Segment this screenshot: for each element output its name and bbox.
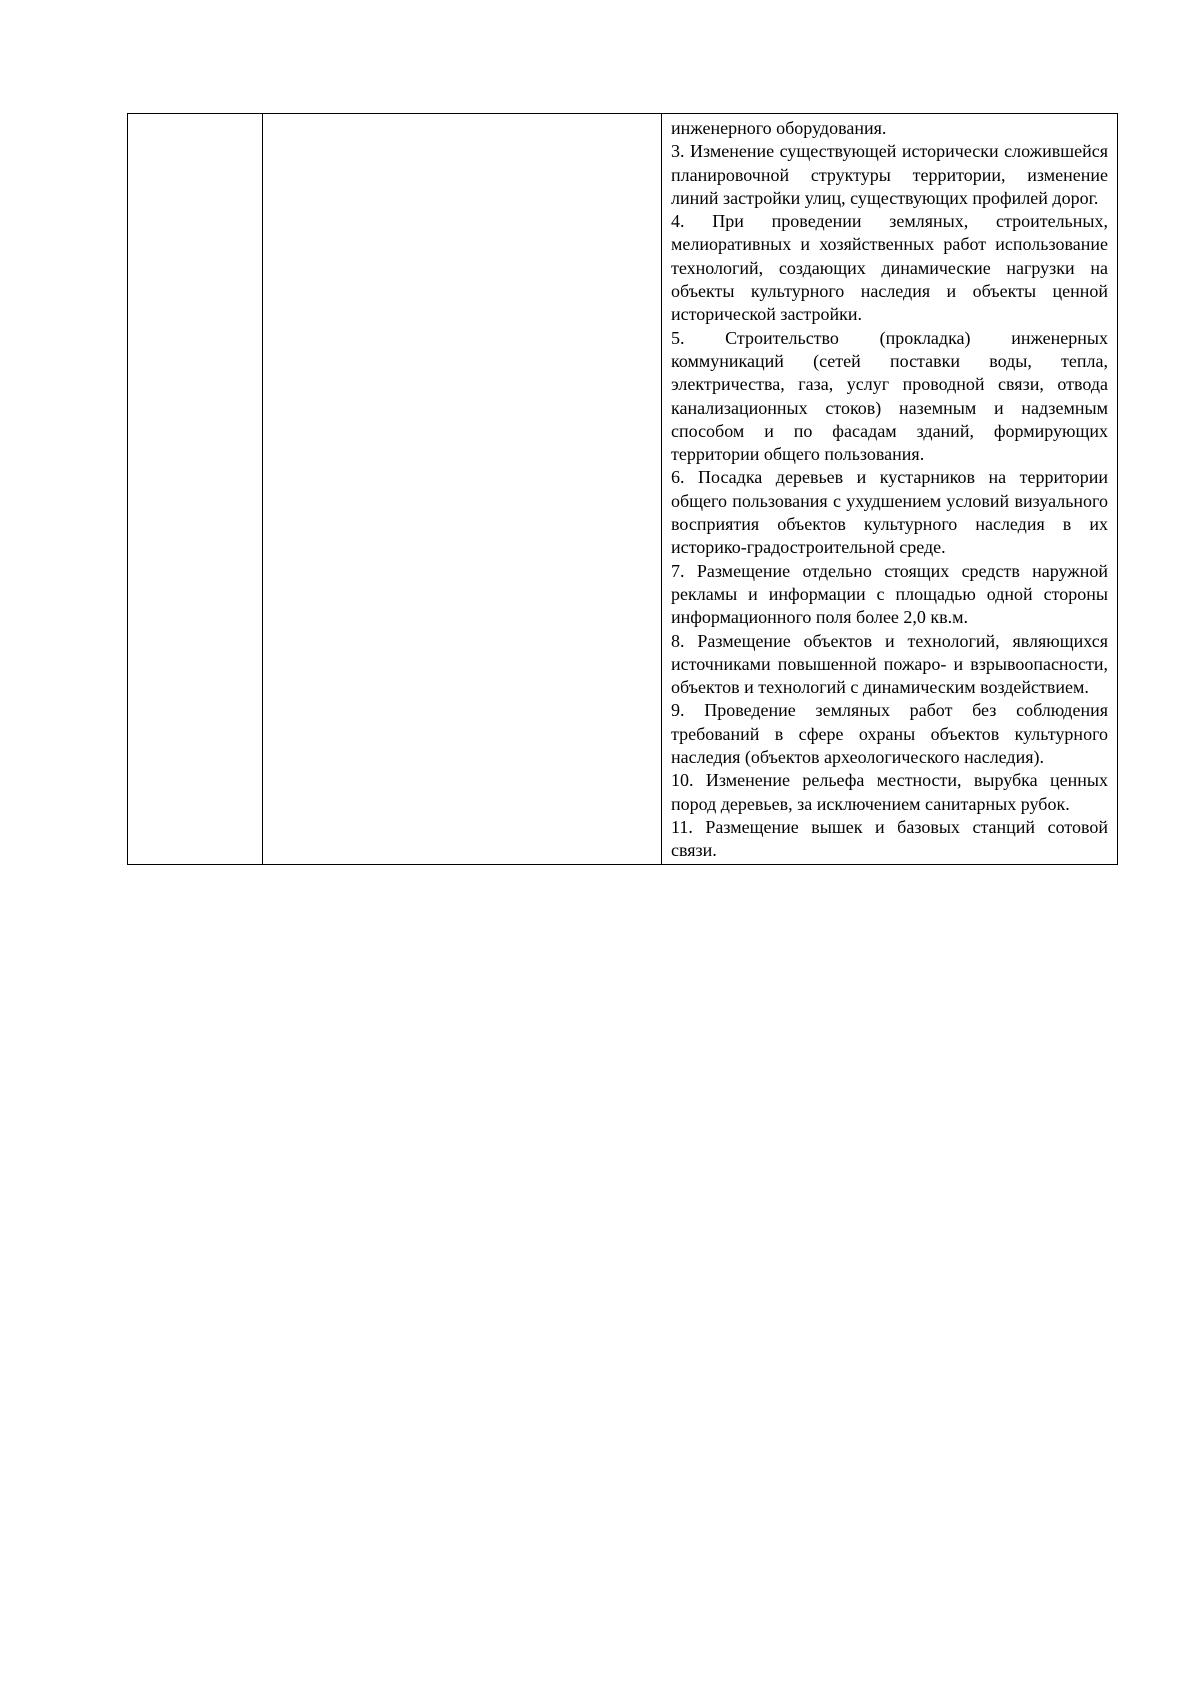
restriction-item: 5. Строительство (прокладка) инженерных коммуникаций (сетей поставки воды, тепла, электричества, газа, услуг проводной связи, отвода канализационных стоков) наземным и надземным способом и по фасадам зданий, формирующих территории общего пользования.	[671, 327, 1108, 465]
restriction-item: 6. Посадка деревьев и кустарников на территории общего пользования с ухудшением условий визуального восприятия объектов культурного наследия в их историко-градостроительной среде.	[671, 467, 1108, 558]
restriction-item: 10. Изменение рельефа местности, вырубка ценных пород деревьев, за исключением санитарных рубок.	[671, 770, 1108, 814]
restriction-item: 7. Размещение отдельно стоящих средств наружной рекламы и информации с площадью одной стороны информационного поля более 2,0 кв.м.	[671, 560, 1108, 628]
table-cell-zone	[128, 114, 263, 865]
table-cell-restrictions	[662, 114, 1118, 865]
table-cell-description	[263, 114, 662, 865]
table-row	[128, 114, 1118, 865]
restriction-item: 8. Размещение объектов и технологий, являющихся источниками повышенной пожаро- и взрывоопасности, объектов и технологий с динамическим воздействием.	[671, 630, 1108, 698]
restriction-item: 4. При проведении земляных, строительных, мелиоративных и хозяйственных работ использование технологий, создающих динамические нагрузки на объекты культурного наследия и объекты ценной исторической застройки.	[671, 211, 1108, 325]
restriction-item: 9. Проведение земляных работ без соблюдения требований в сфере охраны объектов культурного наследия (объектов археологического наследия).	[671, 700, 1108, 768]
restriction-item: 11. Размещение вышек и базовых станций сотовой связи.	[671, 816, 1108, 861]
restrictions-table	[127, 113, 1118, 865]
restriction-item: инженерного оборудования.	[671, 118, 887, 138]
restriction-item: 3. Изменение существующей исторически сложившейся планировочной структуры территории, изменение линий застройки улиц, существующих профилей дорог.	[671, 141, 1108, 208]
